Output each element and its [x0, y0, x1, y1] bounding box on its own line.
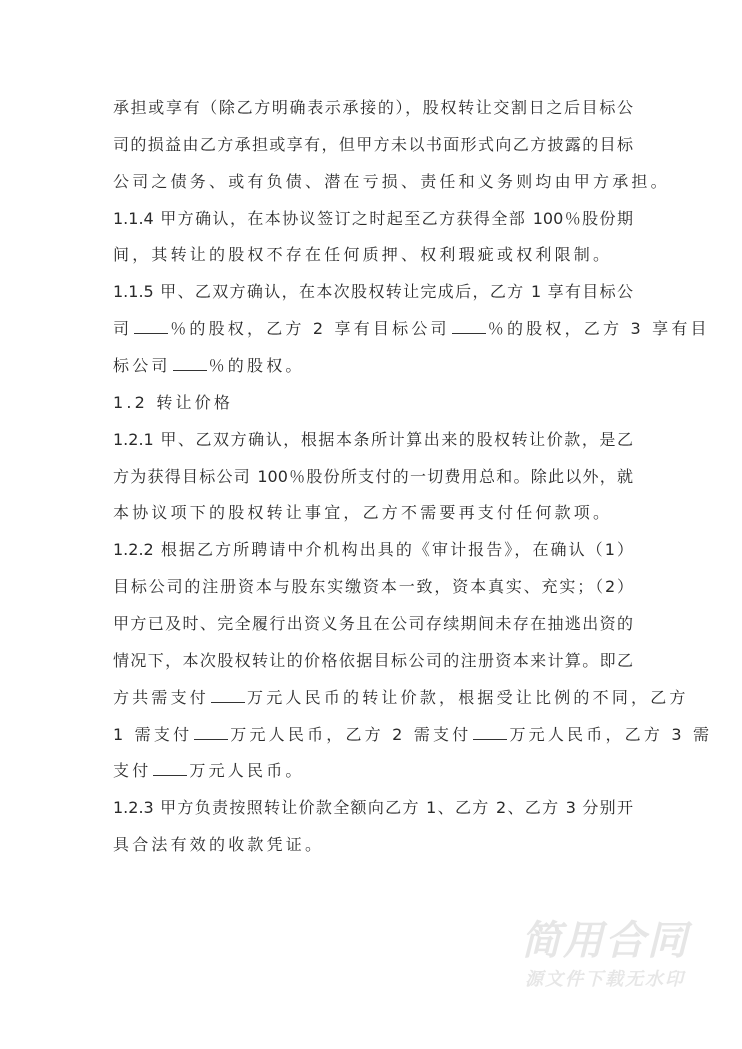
text: 1.1.5 甲、乙双方确认，在本次股权转让完成后，乙方 1 享有目标公 [113, 282, 633, 302]
text: 间，其转让的股权不存在任何质押、权利瑕疵或权利限制。 [113, 245, 613, 265]
paragraph-line [113, 164, 670, 201]
paragraph-line [113, 569, 633, 606]
text: 1 需支付 [113, 724, 193, 744]
text: 情况下，本次股权转让的价格依据目标公司的注册资本来计算。即乙 [113, 650, 633, 670]
text: 承担或享有（除乙方明确表示承接的），股权转让交割日之后目标公 [113, 98, 633, 117]
fill-in-blank-yi3-amount[interactable] [153, 761, 187, 776]
text: ％的股权，乙方 2 享有目标公司 [170, 319, 450, 339]
paragraph-line [113, 237, 633, 274]
text: 甲方已及时、完全履行出资义务且在公司存续期间未存在抽逃出资的 [113, 614, 633, 634]
clause-1-2-1 [113, 422, 633, 459]
watermark-subtitle: 源文件下载无水印 [525, 969, 685, 990]
text: 1.2.1 甲、乙双方确认，根据本条所计算出来的股权转让价款，是乙 [113, 429, 633, 449]
text: 目标公司的注册资本与股东实缴资本一致，资本真实、充实；（2） [113, 577, 633, 597]
fill-in-blank-yi1-percent[interactable] [134, 319, 168, 334]
paragraph-line [113, 311, 710, 348]
section-heading-1-2 [113, 385, 633, 422]
text: ％的股权。 [208, 356, 305, 376]
clause-1-1-4 [113, 201, 633, 238]
text: 1.2.3 甲方负责按照转让价款全额向乙方 1、乙方 2、乙方 3 分别开 [113, 798, 633, 818]
fill-in-blank-yi2-percent[interactable] [452, 319, 486, 334]
paragraph-line [113, 680, 689, 717]
paragraph-line [113, 606, 633, 643]
paragraph-line [113, 348, 633, 385]
paragraph-line [113, 827, 633, 864]
text: 万元人民币。 [189, 761, 305, 781]
paragraph-line [113, 90, 633, 127]
clause-1-1-5 [113, 274, 633, 311]
paragraph-line [113, 717, 713, 754]
watermark-title: 简用合同 [521, 918, 689, 964]
paragraph-line [113, 643, 633, 680]
fill-in-blank-total-amount[interactable] [211, 688, 245, 703]
fill-in-blank-yi3-percent[interactable] [173, 356, 207, 371]
heading-text: 1.2 转让价格 [113, 392, 234, 412]
fill-in-blank-yi1-amount[interactable] [194, 725, 228, 740]
text: ％的股权，乙方 3 享有目 [487, 319, 710, 339]
paragraph-line [113, 459, 633, 496]
text: 标公司 [113, 356, 171, 376]
clause-1-2-2 [113, 532, 633, 569]
text: 司的损益由乙方承担或享有，但甲方未以书面形式向乙方披露的目标 [113, 134, 633, 154]
text: 1.2.2 根据乙方所聘请中介机构出具的《审计报告》，在确认（1） [113, 540, 633, 560]
text: 公司之债务、或有负债、潜在亏损、责任和义务则均由甲方承担。 [113, 171, 670, 191]
text: 方为获得目标公司 100％股份所支付的一切费用总和。除此以外，就 [113, 466, 633, 486]
text: 万元人民币，乙方 3 需 [509, 724, 713, 744]
text: 1.1.4 甲方确认，在本协议签订之时起至乙方获得全部 100％股份期 [113, 208, 633, 228]
text: 司 [113, 319, 133, 339]
paragraph-line [113, 753, 633, 790]
fill-in-blank-yi2-amount[interactable] [473, 725, 507, 740]
paragraph-line [113, 127, 633, 164]
document-body [113, 90, 713, 864]
paragraph-line [113, 495, 633, 532]
clause-1-2-3 [113, 790, 633, 827]
text: 方共需支付 [113, 687, 210, 707]
text: 具合法有效的收款凭证。 [113, 835, 325, 855]
watermark [510, 918, 700, 994]
text: 支付 [113, 761, 152, 781]
text: 万元人民币的转让价款，根据受让比例的不同，乙方 [247, 687, 689, 707]
text: 万元人民币，乙方 2 需支付 [230, 724, 472, 744]
text: 本协议项下的股权转让事宜，乙方不需要再支付任何款项。 [113, 503, 613, 523]
